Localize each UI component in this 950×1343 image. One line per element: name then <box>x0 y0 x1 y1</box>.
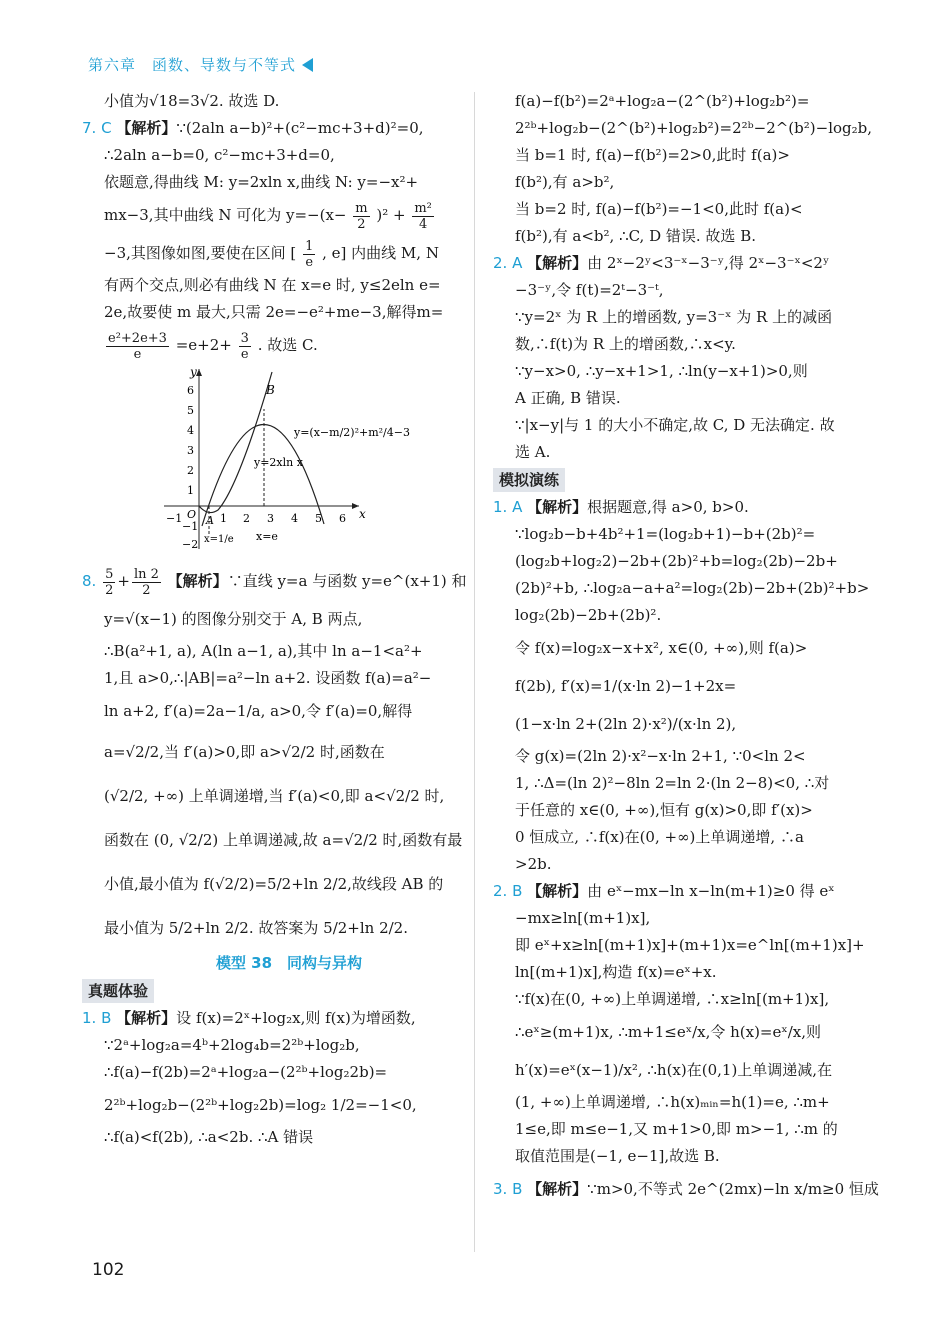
text-line: A 正确, B 错误. <box>515 389 621 407</box>
sim-question-1-header <box>493 494 873 521</box>
formula-line <box>82 196 460 234</box>
text-span: . 故选 C. <box>257 336 318 354</box>
text-line: 于任意的 x∈(0, +∞),恒有 g(x)>0,即 f′(x)> <box>515 801 813 819</box>
analysis-tag: 【解析】 <box>527 254 588 272</box>
section-label: 模拟演练 <box>493 468 565 492</box>
analysis-tag: 【解析】 <box>527 882 588 900</box>
y-tick: 3 <box>187 444 194 457</box>
text-line: (2b)²+b, ∴log₂a−a+a²=log₂(2b)−2b+(2b)²+b> <box>515 579 870 597</box>
text-line: >2b. <box>515 855 552 873</box>
text-line: ∵y−x>0, ∴y−x+1>1, ∴ln(y−x+1)>0,则 <box>515 362 808 380</box>
column-divider <box>474 92 475 1252</box>
text-span: ∵m>0,不等式 2e^(2mx)−ln x/m≥0 恒成 <box>587 1180 879 1198</box>
question-number: 3. B <box>493 1180 523 1198</box>
analysis-tag: 【解析】 <box>167 572 228 590</box>
numerator: m² <box>414 200 432 216</box>
curve-n-label: y=(x−m/2)²+m²/4−3 <box>294 426 410 439</box>
left-column <box>82 88 467 1151</box>
text-line: ∴f(a)−f(2b)=2ᵃ+log₂a−(2²ᵇ+log₂2b)= <box>104 1063 388 1081</box>
text-line: (log₂b+log₂2)−2b+(2b)²+b=log₂(2b)−2b+ <box>515 552 838 570</box>
fraction <box>412 201 434 232</box>
section-label: 真题体验 <box>82 979 154 1003</box>
text-line: f(a)−f(b²)=2ᵃ+log₂a−(2^(b²)+log₂b²)= <box>515 92 810 110</box>
fraction <box>303 239 315 270</box>
curve-m-label: y=2xln x <box>254 456 303 469</box>
text-line: log₂(2b)−2b+(2b)². <box>515 606 662 624</box>
question-number: 8. <box>82 572 97 590</box>
numerator: ln 2 <box>133 566 159 582</box>
numerator: 3 <box>240 330 249 346</box>
text-line: ∴2aln a−b=0, c²−mc+3+d=0, <box>104 146 335 164</box>
question-7-header <box>82 115 460 142</box>
text-span: 由 eˣ−mx−ln x−ln(m+1)≥0 得 eˣ <box>587 882 835 900</box>
text-line: (√2/2, +∞) 上单调递增,当 f′(a)<0,即 a<√2/2 时, <box>104 787 445 805</box>
text-span: 设 f(x)=2ˣ+log₂x,则 f(x)为增函数, <box>176 1009 416 1027</box>
text-line: ∵2ᵃ+log₂a=4ᵇ+2log₄b=2²ᵇ+log₂b, <box>104 1036 360 1054</box>
denominator: e <box>133 346 142 362</box>
text-line: f(b²),有 a>b², <box>515 173 615 191</box>
text-span: , e] 内曲线 M, N <box>322 244 439 262</box>
fraction <box>106 331 169 362</box>
fraction <box>132 567 161 598</box>
text-line: 2e,故要使 m 最大,只需 2e=−e²+me−3,解得m= <box>104 303 444 321</box>
x-axis-label: x <box>359 507 366 521</box>
x-tick: 3 <box>267 512 274 525</box>
text-span: mx−3,其中曲线 N 可化为 y=−(x− <box>104 206 347 224</box>
text-line: (1−x·ln 2+(2ln 2)·x²)/(x·ln 2), <box>515 715 737 733</box>
x-tick: 2 <box>243 512 250 525</box>
question-number: 2. B <box>493 882 523 900</box>
page-number: 102 <box>92 1260 125 1280</box>
y-axis-label: y <box>190 365 197 379</box>
true-question-2-header <box>493 250 873 277</box>
analysis-tag: 【解析】 <box>116 1009 177 1027</box>
text-span: )² + <box>376 206 406 224</box>
right-column <box>493 88 879 1208</box>
x-tick: 1 <box>220 512 227 525</box>
text-span: 由 2ˣ−2ʸ<3⁻ˣ−3⁻ʸ,得 2ˣ−3⁻ˣ<2ʸ <box>587 254 830 272</box>
text-line: 1≤e,即 m≤e−1,又 m+1>0,即 m>−1, ∴m 的 <box>515 1120 838 1138</box>
text-line: ∵f(x)在(0, +∞)上单调递增, ∴x≥ln[(m+1)x], <box>515 990 830 1008</box>
text-line: ∵log₂b−b+4b²+1=(log₂b+1)−b+(2b)²= <box>515 525 816 543</box>
analysis-tag: 【解析】 <box>527 1180 588 1198</box>
y-tick: 2 <box>187 464 194 477</box>
text-line: 1,且 a>0,∴|AB|=a²−ln a+2. 设函数 f(a)=a²− <box>104 669 432 687</box>
y-tick: −1 <box>182 520 199 533</box>
text-line: 2²ᵇ+log₂b−(2^(b²)+log₂b²)=2²ᵇ−2^(b²)−log₂b, <box>515 119 873 137</box>
text-line: ln a+2, f′(a)=2a−1/a, a>0,令 f′(a)=0,解得 <box>104 702 413 720</box>
sim-question-2-header <box>493 878 873 905</box>
y-ticks <box>182 384 198 551</box>
text-line: 当 b=1 时, f(a)−f(b²)=2>0,此时 f(a)> <box>515 146 790 164</box>
text-line: a=√2/2,当 f′(a)>0,即 a>√2/2 时,函数在 <box>104 743 385 761</box>
text-line: 即 eˣ+x≥ln[(m+1)x]+(m+1)x=e^ln[(m+1)x]+ <box>515 936 865 954</box>
text-line: −3⁻ʸ,令 f(t)=2ᵗ−3⁻ᵗ, <box>515 281 664 299</box>
curve-m <box>199 372 272 513</box>
y-tick: 6 <box>187 384 194 397</box>
function-graph <box>82 364 460 562</box>
numerator: m <box>355 200 368 216</box>
text-line: f(b²),有 a<b², ∴C, D 错误. 故选 B. <box>515 227 756 245</box>
text-line: (1, +∞)上单调递增, ∴h(x)ₘᵢₙ=h(1)=e, ∴m+ <box>515 1093 830 1111</box>
chapter-header <box>88 54 313 75</box>
numerator: 1 <box>305 238 314 254</box>
section-header <box>493 466 873 494</box>
text-span: ∵(2aln a−b)²+(c²−mc+3+d)²=0, <box>176 119 424 137</box>
origin-label: O <box>187 508 197 521</box>
text-line: 有两个交点,则必有曲线 N 在 x=e 时, y≤2eln e= <box>104 276 441 294</box>
text-line: 小值,最小值为 f(√2/2)=5/2+ln 2/2,故线段 AB 的 <box>104 875 444 893</box>
question-number: 2. A <box>493 254 523 272</box>
question-number: 7. C <box>82 119 112 137</box>
text-line: ln[(m+1)x],构造 f(x)=eˣ+x. <box>515 963 717 981</box>
text-line: 小值为√18=3√2. 故选 D. <box>104 92 280 110</box>
analysis-tag: 【解析】 <box>527 498 588 516</box>
x-axis-arrow-icon <box>352 503 359 509</box>
y-tick: 1 <box>187 484 194 497</box>
text-line: −mx≥ln[(m+1)x], <box>515 909 651 927</box>
text-line: ∴eˣ≥(m+1)x, ∴m+1≤eˣ/x,令 h(x)=eˣ/x,则 <box>515 1023 822 1041</box>
text-line: 数,∴f(t)为 R 上的增函数,∴x<y. <box>515 335 736 353</box>
y-tick: 4 <box>187 424 194 437</box>
denominator: 2 <box>142 582 151 598</box>
curve-n <box>202 424 324 526</box>
point-a-label: A <box>206 514 214 527</box>
text-line: 函数在 (0, √2/2) 上单调递减,故 a=√2/2 时,函数有最 <box>104 831 463 849</box>
text-span: −3,其图像如图,要使在区间 [ <box>104 244 297 262</box>
text-line: 取值范围是(−1, e−1],故选 B. <box>515 1147 720 1165</box>
text-line: ∵y=2ˣ 为 R 上的增函数, y=3⁻ˣ 为 R 上的减函 <box>515 308 833 326</box>
text-span: ∵直线 y=a 与函数 y=e^(x+1) 和 <box>227 572 467 590</box>
x-tick: 6 <box>339 512 346 525</box>
fraction <box>353 201 369 232</box>
plus-sign: + <box>117 572 130 590</box>
denominator: 2 <box>357 216 366 232</box>
chapter-title: 第六章 函数、导数与不等式 <box>88 56 297 74</box>
denominator: 4 <box>418 216 428 232</box>
text-line: 1, ∴Δ=(ln 2)²−8ln 2=ln 2·(ln 2−8)<0, ∴对 <box>515 774 830 792</box>
x-tick: 5 <box>315 512 322 525</box>
text-line: h′(x)=eˣ(x−1)/x², ∴h(x)在(0,1)上单调递减,在 <box>515 1061 833 1079</box>
fraction <box>103 567 115 598</box>
numerator: e²+2e+3 <box>108 330 167 346</box>
text-line: 0 恒成立, ∴f(x)在(0, +∞)上单调递增, ∴a <box>515 828 804 846</box>
numerator: 5 <box>105 566 114 582</box>
text-line: ∴B(a²+1, a), A(ln a−1, a),其中 ln a−1<a²+ <box>104 642 423 660</box>
x-e-label: x=e <box>256 530 278 543</box>
text-line: 令 f(x)=log₂x−x+x², x∈(0, +∞),则 f(a)> <box>515 639 808 657</box>
text-line: 当 b=2 时, f(a)−f(b²)=−1<0,此时 f(a)< <box>515 200 803 218</box>
x-tick: −1 <box>166 512 183 525</box>
true-question-1-header <box>82 1005 460 1032</box>
text-line: ∵|x−y|与 1 的大小不确定,故 C, D 无法确定. 故 <box>515 416 835 434</box>
text-span: 根据题意,得 a>0, b>0. <box>587 498 749 516</box>
formula-line <box>82 234 460 272</box>
text-line: f(2b), f′(x)=1/(x·ln 2)−1+2x= <box>515 677 737 695</box>
point-b-label: B <box>266 383 275 397</box>
text-line: 令 g(x)=(2ln 2)·x²−x·ln 2+1, ∵0<ln 2< <box>515 747 806 765</box>
y-tick: 5 <box>187 404 194 417</box>
text-span: =e+2+ <box>175 336 232 354</box>
graph-svg <box>154 364 414 554</box>
section-header <box>82 977 460 1005</box>
text-line: y=√(x−1) 的图像分别交于 A, B 两点, <box>104 610 363 628</box>
analysis-tag: 【解析】 <box>116 119 177 137</box>
model-title: 模型 38 同构与异构 <box>215 954 363 972</box>
x-inv-e-label: x=1/e <box>204 534 234 545</box>
denominator: 2 <box>105 582 114 598</box>
y-axis-arrow-icon <box>196 369 202 376</box>
denominator: e <box>305 254 314 270</box>
fraction <box>239 331 251 362</box>
y-tick: −2 <box>182 538 199 551</box>
text-line: 2²ᵇ+log₂b−(2²ᵇ+log₂2b)=log₂ 1/2=−1<0, <box>104 1096 417 1114</box>
text-line: 选 A. <box>515 443 551 461</box>
x-tick: 4 <box>291 512 298 525</box>
sim-question-3-header <box>493 1170 879 1208</box>
denominator: e <box>240 346 249 362</box>
question-number: 1. A <box>493 498 523 516</box>
formula-line <box>82 326 460 364</box>
text-line: 最小值为 5/2+ln 2/2. 故答案为 5/2+ln 2/2. <box>104 919 408 937</box>
triangle-marker-icon <box>302 58 313 72</box>
text-line: 依题意,得曲线 M: y=2xln x,曲线 N: y=−x²+ <box>104 173 419 191</box>
question-8-header <box>82 562 467 600</box>
text-line: ∴f(a)<f(2b), ∴a<2b. ∴A 错误 <box>104 1128 314 1146</box>
question-number: 1. B <box>82 1009 112 1027</box>
